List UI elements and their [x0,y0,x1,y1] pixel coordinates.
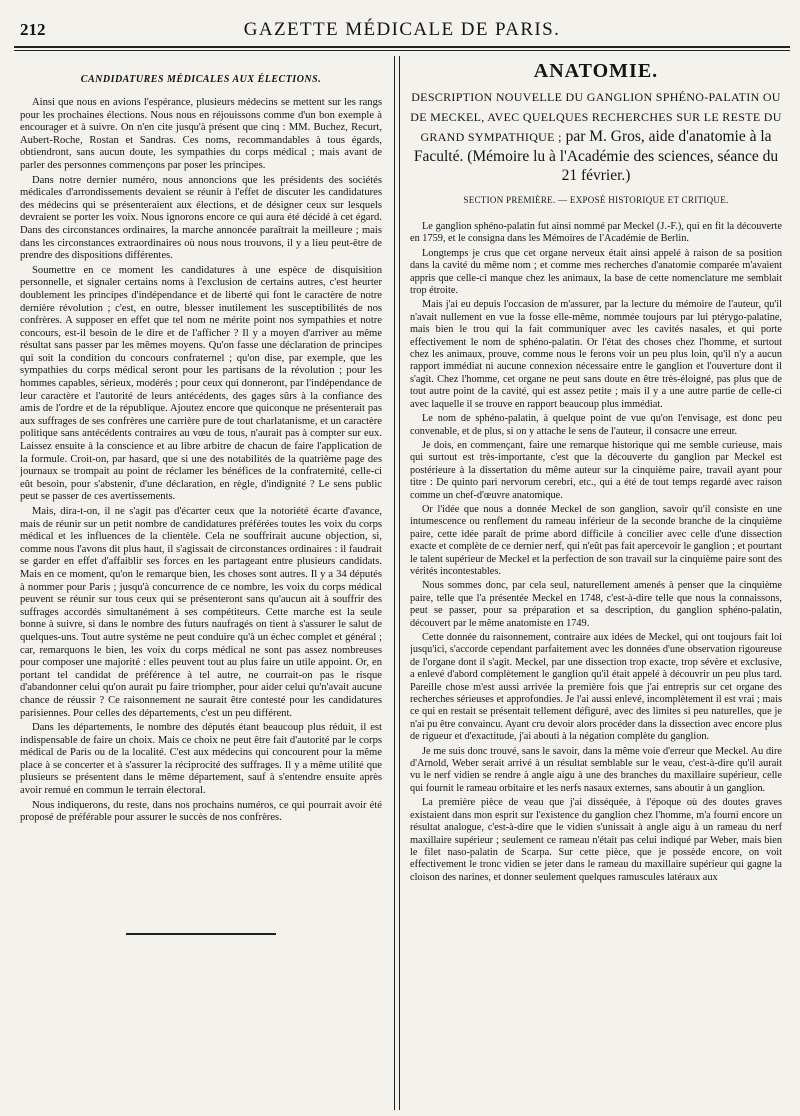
paragraph: Dans notre dernier numéro, nous annoncions que les présidents des sociétés médicales d'arrondissements devaient se réunir à l'effet de discuter les candidatures des médecins qui se présenteraient aux élections, et de désigner ceux sur lesquels devraient se porter les voix. Nous ignorons encore ce qui aura été décidé à cet égard. Dans des circonstances ordinaires, la marche annoncée paraîtrait la meilleure ; mais dans les circonstances extraordinaires où nous nous trouvons, il y a lieu peut-être de prendre des dispositions différentes. [20,174,382,262]
right-article-body [410,221,782,884]
paragraph: Le nom de sphéno-palatin, à quelque point de vue qu'on l'envisage, est donc peu convenable, et de plus, si on y attache le sens de l'auteur, il consacre une erreur. [410,413,782,437]
section-heading: SECTION PREMIÈRE. — EXPOSÉ HISTORIQUE ET CRITIQUE. [463,195,729,205]
closing-rule [126,933,276,935]
page-header [14,14,790,50]
header-rule-thin [14,50,790,51]
paragraph: Ainsi que nous en avions l'espérance, plusieurs médecins se mettent sur les rangs pour les prochaines élections. Nous nous en réjouissons comme d'un bon exemple à encourager et à suivre. On n'en cite jusqu'à présent que cinq : MM. Buchez, Recurt, Aubert-Roche, Rostan et Sandras. Ces noms, recommandables à tous égards, obtiendront, sans aucun doute, les sympathies du corps médical ; mais avant de parler des personnes commençons par poser les principes. [20,97,382,171]
paragraph: Dans les départements, le nombre des députés étant beaucoup plus réduit, il est indispensable de faire un choix. Mais ce choix ne peut être fait d'autorité par le corps médical de Paris ou de la localité. C'est aux médecins qui concourent pour la même place à se concerter et à s'assurer la réciprocité des suffrages. Il y a même utilité que plusieurs se présentent dans le même département, sauf à s'entendre ensuite après avoir remué en commun le terrain électoral. [20,722,382,797]
paragraph: La première pièce de veau que j'ai disséquée, à l'époque où des doutes graves existaient dans mon esprit sur l'existence du ganglion chez l'homme, m'a fourni encore un résultat analogue, c'est-à-dire que le vidien s'unissait à angle aigu à un rameau du nerf maxillaire supérieur ; seulement ce rameau n'était pas celui indiqué par Weber, mais bien le filet naso-palatin de Scarpa. Sur cette pièce, que je possède encore, on voit effectivement le tronc vidien se jeter dans le rameau du maxillaire supérieur qui gagne la cloison des narines, et donner seulement quelques ramuscules latéraux aux [410,797,782,883]
column-divider [394,56,400,1110]
paragraph: Mais, dira-t-on, il ne s'agit pas d'écarter ceux que la notoriété écarte d'avance, mais de réunir sur un petit nombre de candidatures préférées toutes les voix du corps médical et les influences de la clientèle. Cela ne souffrirait aucune objection, si, comme nous l'avons dit plus haut, il s'agissait de circonstances ordinaires : il faudrait se garder en effet d'affaiblir ses forces en les partageant entre plusieurs candidats. Mais en ce moment, qu'on le remarque bien, les choses sont autres. Il y a 34 députés à nommer pour Paris ; jusqu'à concurrence de ce nombre, les voix du corps médical peuvent se réunir sur tous ceux qui se présenteront sans qu'aucun ait à souffrir des suffrages accordés simultanément à ses compétiteurs. Cette marche est la seule bonne à suivre, si dans le nombre des futurs naufragés on tient à s'assurer le salut de quelques-uns. Tout autre système ne peut conduire qu'à un échec complet et général ; car, remarquons le bien, les voix du corps médical ne sont pas assez nombreuses pour composer une majorité : elles peuvent tout au plus faire un utile appoint. Or, en portant tel candidat de préférence à tel autre, ne courrait-on pas le risque d'abandonner celui qu'on aurait pu faire triompher, pour aider celui qu'n'avait aucune chance de réussir ? Ce raisonnement ne saurait être contesté pour les candidatures parisiennes. Pour celles des départements, c'est un peu différent. [20,506,382,719]
header-rule [14,46,790,48]
right-column [410,60,782,1108]
paragraph: Nous sommes donc, par cela seul, naturellement amenés à penser que la cinquième paire, telle que l'a présentée Meckel en 1748, c'est-à-dire telle que nous la connaissons, peut se passer, pour sa préparation et sa description, du ganglion sphéno-palatin, découvert par le même anatomiste en 1749. [410,580,782,629]
left-article-body [20,97,382,825]
paragraph: Je me suis donc trouvé, sans le savoir, dans la même voie d'erreur que Meckel. Au dire d'Arnold, Weber serait arrivé à un résultat semblable sur le veau, c'est-à-dire qu'il aurait vu le nerf vidien se rendre à angle aigu à une des branches du maxillaire supérieur, celle qui fournit le rameau orbitaire et les nerfs nasaux externes, sans aboutir à un ganglion. [410,745,782,794]
paragraph: Mais j'ai eu depuis l'occasion de m'assurer, par la lecture du mémoire de l'auteur, qu'il n'avait nullement en vue la fosse elle-même, nommée toujours par lui ptérygo-palatine, mais bien le trou qui la fait communiquer avec les cavités nasales, et qui porte effectivement le nom de sphéno-palatin. Or l'état des choses chez l'homme, et surtout chez les animaux, prouve, comme nous le ferons voir un peu plus loin, qu'il n'y a aucun rapport immédiat ni aucune connexion nécessaire entre le ganglion et l'ouverture dont il s'agit. Chez l'homme, cet organe ne peut sans doute en être très-éloigné, pas plus que de tout autre point de la cavité, qui est assez petite ; mais il y a une autre partie de celle-ci avec laquelle il se trouve en rapport beaucoup plus immédiat. [410,299,782,410]
page-number: 212 [20,20,46,39]
article-title-author: par M. Gros, aide d'anatomie à la Faculté. (Mémoire lu à l'Académie des sciences, séance du 21 février.) [413,128,779,184]
left-column [20,60,382,1108]
paragraph: Soumettre en ce moment les candidatures à une espèce de disquisition personnelle, et signaler certains noms à l'exclusion de certains autres, c'est heurter doublement les principes d'indépendance et de liberté qui font le caractère de notre dernière révolution ; c'est, en outre, blesser inutilement les susceptibilités de nos confrères. A supposer en effet que tel nom ne mérite point nos sympathies et notre concours, est-il besoin de le dire et de l'afficher ? Il y a moyen d'arriver au même résultat sans passer par les mêmes moyens. Qu'on fasse une déclaration de principes qui soit la condition du concours confraternel ; qu'on dise, par exemple, que les sympathies du corps médical seront pour les partisans de la révolution ; pour les hommes capables, sérieux, modérés ; pour ceux qui donneront, par l'indépendance de leur caractère et l'autorité de leurs antécédents, des gages sûrs à la confiance des amis de l'ordre et de la république. Ajoutez encore que quiconque ne présenterait pas aux suffrages de ses confrères une carrière pure de tout charlatanisme, et un caractère politique sans antécédents contraires au vœu de tous, n'aurait pas à compter sur eux. Laissez ensuite à la conscience et au libre arbitre de chacun de faire l'application de la formule. Croit-on, par hasard, que si une des notabilités de la quatrième page des journaux se trompait au point de réclamer les bénéfices de la confraternité, celle-ci eût besoin, pour s'abstenir, d'une déclaration, en règle, d'indignité ? Le sens public peut se passer de ces avertissements. [20,264,382,503]
section-title-anatomie: ANATOMIE. [533,60,659,82]
journal-title: GAZETTE MÉDICALE DE PARIS. [243,19,561,40]
paragraph: Longtemps je crus que cet organe nerveux était ainsi appelé à raison de sa position dans la cavité du même nom ; et comme mes recherches d'anatomie comparée m'avaient appris que celle-ci manque chez les animaux, la base de cette nomenclature me semblait trop étroite. [410,247,782,297]
article-title-ganglion [410,87,782,185]
paragraph: Le ganglion sphéno-palatin fut ainsi nommé par Meckel (J.-F.), qui en fit la découverte en 1759, et le consigna dans les Mémoires de l'Académie de Berlin. [410,221,782,245]
paragraph: Cette donnée du raisonnement, contraire aux idées de Meckel, qui ont toujours fait loi jusqu'ici, s'accorde cependant parfaitement avec les données d'une observation rigoureuse de l'organe dont il s'agit. Meckel, par une dissection trop exacte, trop sévère et exclusive, a enlevé d'abord complètement le ganglion qu'il était appelé à découvrir un peu plus tard. Pareille chose m'est aussi arrivée la première fois que j'ai entrepris sur cet organe des recherches sérieuses et approfondies. Je l'ai aussi enlevé, incomplètement il est vrai ; mais ce qui en restait se présentait tellement défiguré, avec des limites si peu naturelles, que je n'ai pu être convaincu. Ayant cru devoir alors procéder dans la dissection avec encore plus de rigueur et d'exactitude, j'ai abouti à la négation complète du ganglion. [410,632,782,743]
paragraph: Je dois, en commençant, faire une remarque historique qui me semble curieuse, mais qui surtout est très-importante, c'est que la découverte du ganglion par Meckel est postérieure à la dissertation du même auteur sur la cinquième paire, travail ayant pour titre : De quinto pari nervorum cerebri, etc., qui a été de tout temps regardé avec raison comme un chef-d'œuvre anatomique. [410,439,782,501]
article-title-candidatures: CANDIDATURES MÉDICALES AUX ÉLECTIONS. [80,74,322,85]
article-title-smallcaps: DESCRIPTION NOUVELLE DU GANGLION SPHÉNO-PALATIN OU DE MECKEL, AVEC QUELQUES RECHERCHES SUR LE RESTE DU GRAND SYMPATHIQUE ; [410,90,782,144]
paragraph: Or l'idée que nous a donnée Meckel de son ganglion, savoir qu'il consiste en une intumescence ou renflement du rameau inférieur de la seconde branche de la cinquième paire, cette idée paraît de prime abord difficile à concilier avec celle d'une dissection exacte et complète de ce dernier nerf, qui n'eût pas fait apercevoir le ganglion ; et pourtant le talent supérieur de Meckel et la perfection de son travail sur la cinquième paire sont des vérités incontestables. [410,503,782,577]
paragraph: Nous indiquerons, du reste, dans nos prochains numéros, ce qui pourrait avoir été proposé de préférable pour assurer le succès de nos confrères. [20,799,382,824]
